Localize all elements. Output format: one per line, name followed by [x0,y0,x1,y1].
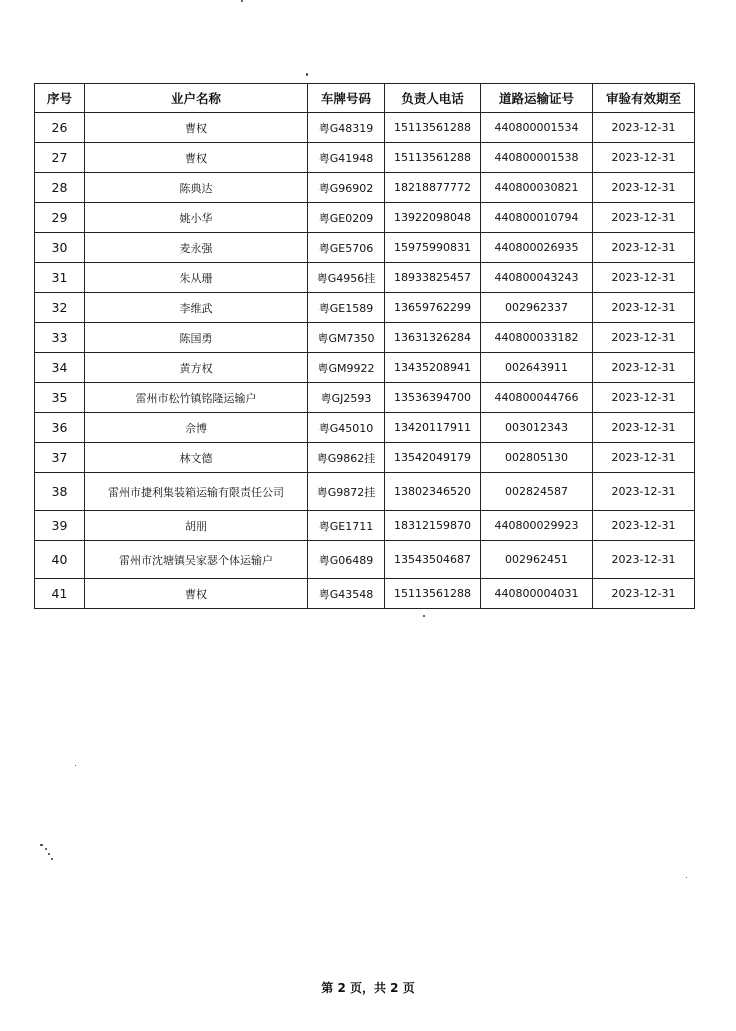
cell-name: 陈典达 [85,173,308,203]
cell-seq: 38 [35,473,85,511]
cell-plate: 粤GE0209 [308,203,385,233]
cell-valid-until: 2023-12-31 [593,233,695,263]
cell-phone: 13631326284 [385,323,481,353]
cell-seq: 27 [35,143,85,173]
cell-plate: 粤GJ2593 [308,383,385,413]
cell-valid-until: 2023-12-31 [593,173,695,203]
cell-phone: 18312159870 [385,511,481,541]
cell-phone: 18218877772 [385,173,481,203]
vehicle-registry-table [34,83,695,609]
cell-phone: 15975990831 [385,233,481,263]
cell-seq: 36 [35,413,85,443]
cell-valid-until: 2023-12-31 [593,413,695,443]
cell-phone: 13420117911 [385,413,481,443]
table-row [35,143,695,173]
table-row [35,113,695,143]
cell-seq: 30 [35,233,85,263]
cell-plate: 粤G43548 [308,579,385,609]
cell-name: 雷州市沈塘镇吴家瑟个体运输户 [85,541,308,579]
cell-valid-until: 2023-12-31 [593,203,695,233]
table-row [35,173,695,203]
scan-speck [686,877,687,878]
table-row [35,383,695,413]
cell-plate: 粤G96902 [308,173,385,203]
cell-seq: 26 [35,113,85,143]
scan-speck [306,73,308,76]
header-valid-until: 审验有效期至 [593,84,695,113]
cell-name: 曹权 [85,113,308,143]
cell-license: 440800029923 [481,511,593,541]
table-row [35,511,695,541]
scan-speck [51,858,53,860]
cell-seq: 31 [35,263,85,293]
table-header-row [35,84,695,113]
cell-license: 440800001534 [481,113,593,143]
cell-seq: 40 [35,541,85,579]
cell-plate: 粤G41948 [308,143,385,173]
cell-valid-until: 2023-12-31 [593,353,695,383]
cell-license: 002962451 [481,541,593,579]
cell-plate: 粤GE1711 [308,511,385,541]
cell-valid-until: 2023-12-31 [593,143,695,173]
cell-plate: 粤GM7350 [308,323,385,353]
cell-phone: 18933825457 [385,263,481,293]
cell-plate: 粤GE1589 [308,293,385,323]
cell-plate: 粤G45010 [308,413,385,443]
cell-seq: 35 [35,383,85,413]
cell-valid-until: 2023-12-31 [593,541,695,579]
cell-valid-until: 2023-12-31 [593,323,695,353]
cell-seq: 33 [35,323,85,353]
cell-license: 440800030821 [481,173,593,203]
cell-plate: 粤G9862挂 [308,443,385,473]
cell-phone: 13922098048 [385,203,481,233]
cell-phone: 13435208941 [385,353,481,383]
cell-license: 003012343 [481,413,593,443]
cell-license: 440800001538 [481,143,593,173]
cell-name: 佘博 [85,413,308,443]
scan-speck [40,844,43,846]
cell-valid-until: 2023-12-31 [593,511,695,541]
table-row [35,263,695,293]
cell-license: 002962337 [481,293,593,323]
cell-name: 朱从珊 [85,263,308,293]
scan-speck [75,765,76,766]
table-row [35,541,695,579]
header-license: 道路运输证号 [481,84,593,113]
cell-valid-until: 2023-12-31 [593,113,695,143]
cell-name: 黄方权 [85,353,308,383]
scan-speck [45,848,47,850]
cell-plate: 粤GM9922 [308,353,385,383]
table-row [35,473,695,511]
scan-speck [423,615,425,617]
cell-plate: 粤G48319 [308,113,385,143]
cell-name: 雷州市松竹镇铭隆运输户 [85,383,308,413]
cell-name: 林文德 [85,443,308,473]
cell-phone: 15113561288 [385,113,481,143]
table-row [35,203,695,233]
cell-name: 雷州市捷利集装箱运输有限责任公司 [85,473,308,511]
cell-license: 440800044766 [481,383,593,413]
cell-license: 002643911 [481,353,593,383]
cell-name: 曹权 [85,579,308,609]
cell-phone: 13659762299 [385,293,481,323]
table-row [35,579,695,609]
cell-license: 002824587 [481,473,593,511]
cell-valid-until: 2023-12-31 [593,383,695,413]
cell-plate: 粤G9872挂 [308,473,385,511]
cell-name: 胡朋 [85,511,308,541]
cell-license: 440800043243 [481,263,593,293]
cell-phone: 13543504687 [385,541,481,579]
table-row [35,233,695,263]
cell-plate: 粤G4956挂 [308,263,385,293]
cell-seq: 32 [35,293,85,323]
cell-valid-until: 2023-12-31 [593,473,695,511]
table-row [35,413,695,443]
scan-speck [48,853,50,855]
cell-seq: 41 [35,579,85,609]
scan-speck [241,0,243,2]
cell-license: 440800004031 [481,579,593,609]
cell-seq: 37 [35,443,85,473]
table-row [35,443,695,473]
cell-license: 440800010794 [481,203,593,233]
cell-phone: 13802346520 [385,473,481,511]
header-seq: 序号 [35,84,85,113]
cell-plate: 粤G06489 [308,541,385,579]
table-row [35,323,695,353]
cell-seq: 28 [35,173,85,203]
header-plate: 车牌号码 [308,84,385,113]
cell-phone: 15113561288 [385,143,481,173]
header-phone: 负责人电话 [385,84,481,113]
cell-phone: 13536394700 [385,383,481,413]
cell-phone: 15113561288 [385,579,481,609]
cell-phone: 13542049179 [385,443,481,473]
cell-name: 麦永强 [85,233,308,263]
cell-license: 440800026935 [481,233,593,263]
cell-license: 440800033182 [481,323,593,353]
table-row [35,293,695,323]
cell-seq: 34 [35,353,85,383]
cell-valid-until: 2023-12-31 [593,293,695,323]
cell-valid-until: 2023-12-31 [593,579,695,609]
cell-name: 曹权 [85,143,308,173]
cell-valid-until: 2023-12-31 [593,263,695,293]
cell-name: 陈国勇 [85,323,308,353]
cell-plate: 粤GE5706 [308,233,385,263]
cell-seq: 29 [35,203,85,233]
cell-seq: 39 [35,511,85,541]
cell-name: 李维武 [85,293,308,323]
cell-name: 姚小华 [85,203,308,233]
page-number-footer: 第 2 页，共 2 页 [321,981,415,995]
cell-valid-until: 2023-12-31 [593,443,695,473]
header-name: 业户名称 [85,84,308,113]
table-row [35,353,695,383]
cell-license: 002805130 [481,443,593,473]
